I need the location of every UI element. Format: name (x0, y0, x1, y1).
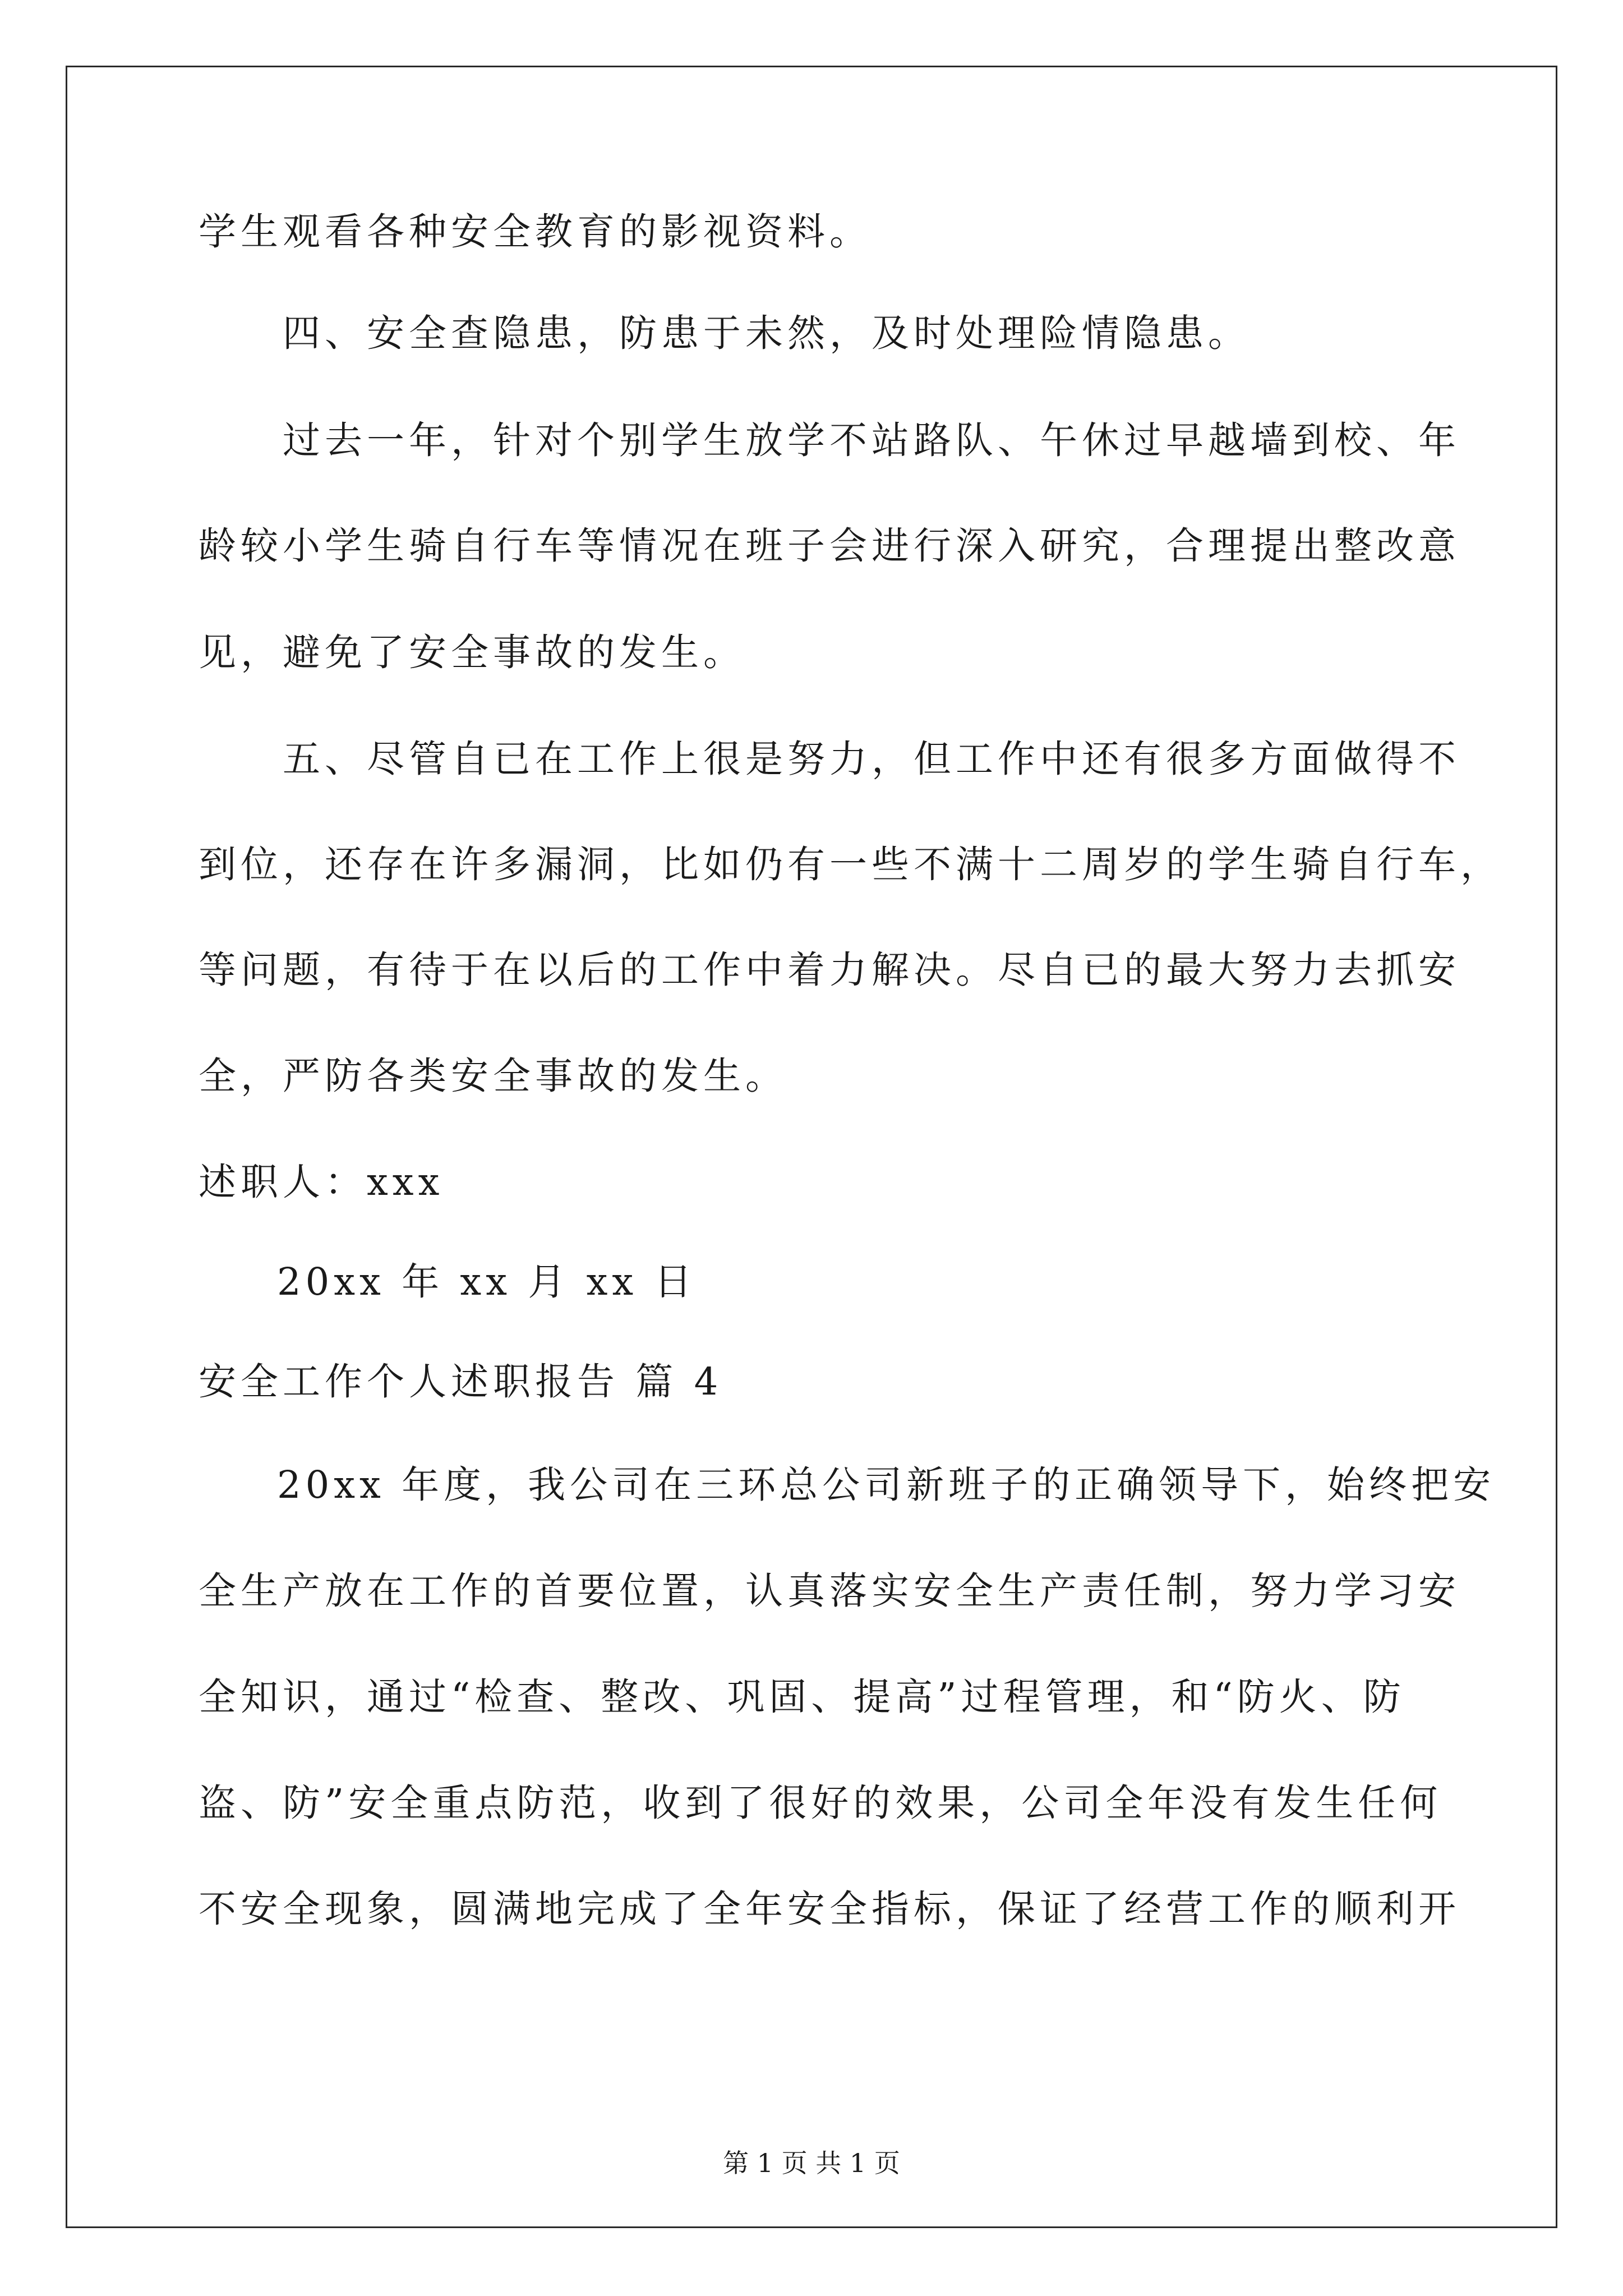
text-line: 20xx 年度，我公司在三环总公司新班子的正确领导下，始终把安 (277, 1463, 1496, 1507)
text-line: 到位，还存在许多漏洞，比如仍有一些不满十二周岁的学生骑自行车， (199, 843, 1502, 886)
date-line: 20xx 年 xx 月 xx 日 (277, 1260, 697, 1304)
text-line: 四、安全查隐患，防患于未然，及时处理险情隐患。 (283, 311, 1250, 355)
text-line: 盗、防”安全重点防范，收到了很好的效果，公司全年没有发生任何 (199, 1781, 1442, 1825)
text-line: 见，避免了安全事故的发生。 (199, 631, 745, 674)
text-line: 过去一年，针对个别学生放学不站路队、午休过早越墙到校、年 (283, 418, 1460, 462)
text-line: 全生产放在工作的首要位置，认真落实安全生产责任制，努力学习安 (199, 1569, 1460, 1613)
text-line: 全，严防各类安全事故的发生。 (199, 1054, 787, 1098)
section-heading: 安全工作个人述职报告 篇 4 (199, 1360, 723, 1404)
page-footer: 第 1 页 共 1 页 (723, 2148, 900, 2178)
text-line: 五、尽管自已在工作上很是努力，但工作中还有很多方面做得不 (283, 737, 1460, 781)
signature-line: 述职人：xxx (199, 1160, 444, 1204)
text-line: 学生观看各种安全教育的影视资料。 (199, 210, 872, 254)
text-line: 龄较小学生骑自行车等情况在班子会进行深入研究，合理提出整改意 (199, 524, 1460, 568)
text-line: 全知识，通过“检查、整改、巩固、提高”过程管理，和“防火、防 (199, 1675, 1405, 1719)
text-line: 不安全现象，圆满地完成了全年安全指标，保证了经营工作的顺利开 (199, 1887, 1460, 1931)
text-line: 等问题，有待于在以后的工作中着力解决。尽自已的最大努力去抓安 (199, 948, 1460, 992)
